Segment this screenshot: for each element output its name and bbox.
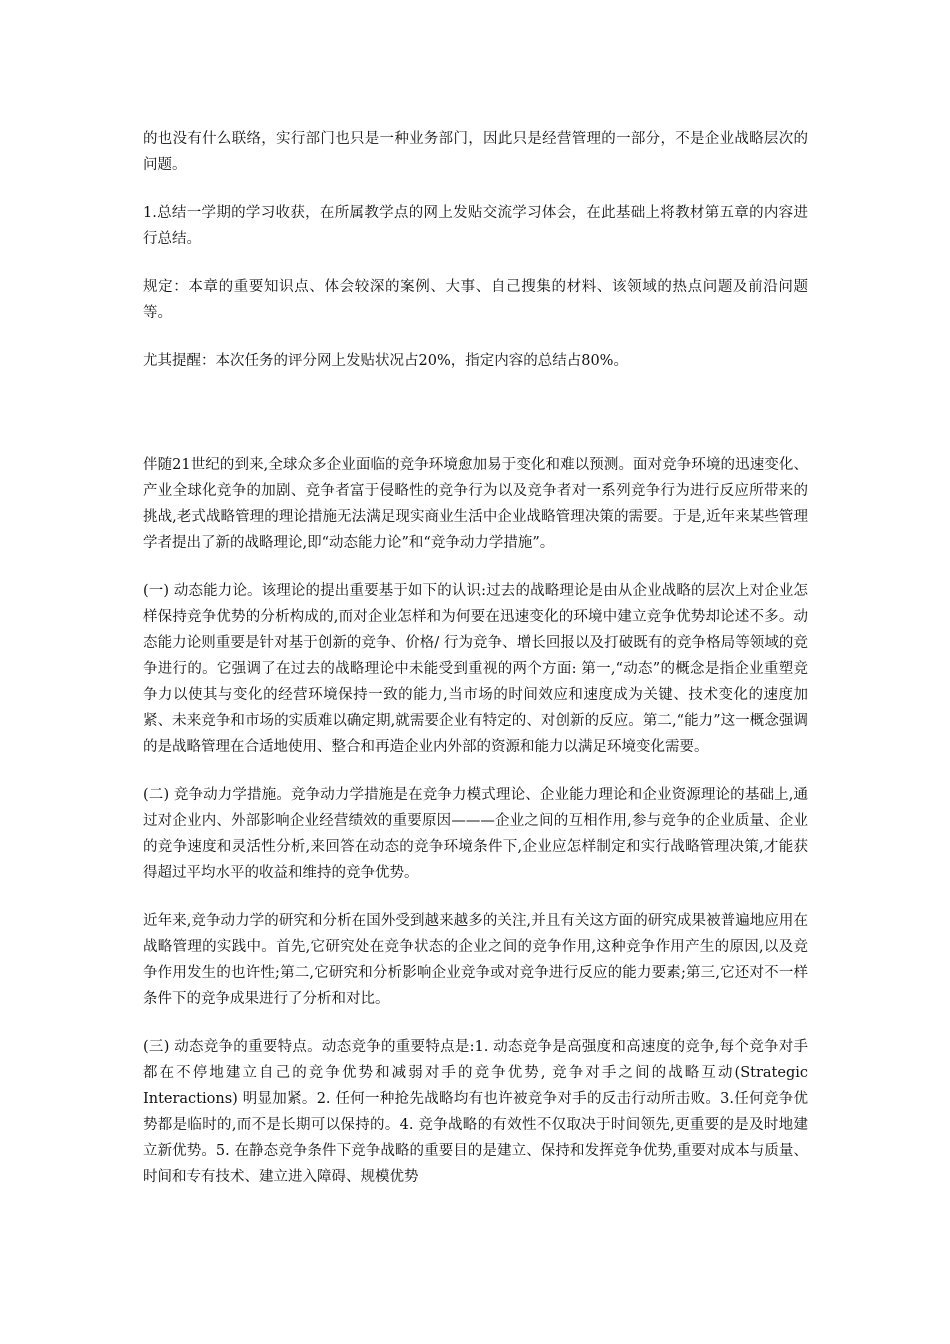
section-gap <box>143 396 808 452</box>
paragraph: 尤其提醒：本次任务的评分网上发贴状况占20%，指定内容的总结占80%。 <box>143 353 628 369</box>
document-body <box>143 126 808 1212</box>
paragraph: 规定：本章的重要知识点、体会较深的案例、大事、自己搜集的材料、该领域的热点问题及前沿问题等。 <box>143 279 808 321</box>
paragraph: (三) 动态竞争的重要特点。动态竞争的重要特点是:1. 动态竞争是高强度和高速度的竞争,每个竞争对手都在不停地建立自己的竞争优势和减弱对手的竞争优势, 竞争对手之间的战略互动(Strategic Interactions) 明显加紧。2. 任何一种抢先战略均有也许被竞争对手的反击行动所击败。3.任何竞争优势都是临时的,而不是长期可以保持的。4. 竞争战略的有效性不仅取决于时间领先,更重要的是及时地建立新优势。5. 在静态竞争条件下竞争战略的重要目的是建立、保持和发挥竞争优势,重要对成本与质量、时间和专有技术、建立进入障碍、规模优势 <box>143 1039 808 1185</box>
paragraph: 1.总结一学期的学习收获，在所属教学点的网上发贴交流学习体会，在此基础上将教材第五章的内容进行总结。 <box>143 205 808 247</box>
paragraph: (一) 动态能力论。该理论的提出重要基于如下的认识:过去的战略理论是由从企业战略的层次上对企业怎样保持竞争优势的分析构成的,而对企业怎样和为何要在迅速变化的环境中建立竞争优势却论述不多。动态能力论则重要是针对基于创新的竞争、价格/ 行为竞争、增长回报以及打破既有的竞争格局等领域的竞争进行的。它强调了在过去的战略理论中未能受到重视的两个方面: 第一,“动态”的概念是指企业重塑竞争力以使其与变化的经营环境保持一致的能力,当市场的时间效应和速度成为关键、技术变化的速度加紧、未来竞争和市场的实质难以确定期,就需要企业有特定的、对创新的反应。第二,“能力”这一概念强调的是战略管理在合适地使用、整合和再造企业内外部的资源和能力以满足环境变化需要。 <box>143 583 808 755</box>
paragraph: 近年来,竞争动力学的研究和分析在国外受到越来越多的关注,并且有关这方面的研究成果被普遍地应用在战略管理的实践中。首先,它研究处在竞争状态的企业之间的竞争作用,这种竞争作用产生的原因,以及竞争作用发生的也许性;第二,它研究和分析影响企业竞争或对竞争进行反应的能力要素;第三,它还对不一样条件下的竞争成果进行了分析和对比。 <box>143 913 808 1007</box>
paragraph: (二) 竞争动力学措施。竞争动力学措施是在竞争力模式理论、企业能力理论和企业资源理论的基础上,通过对企业内、外部影响企业经营绩效的重要原因———企业之间的互相作用,参与竞争的企业质量、企业的竞争速度和灵活性分析,来回答在动态的竞争环境条件下,企业应怎样制定和实行战略管理决策,才能获得超过平均水平的收益和维持的竞争优势。 <box>143 787 808 881</box>
paragraph: 伴随21世纪的到来,全球众多企业面临的竞争环境愈加易于变化和难以预测。面对竞争环境的迅速变化、产业全球化竞争的加剧、竞争者富于侵略性的竞争行为以及竞争者对一系列竞争行为进行反应所带来的挑战,老式战略管理的理论措施无法满足现实商业生活中企业战略管理决策的需要。于是,近年来某些管理学者提出了新的战略理论,即“动态能力论”和“竞争动力学措施”。 <box>143 457 808 551</box>
paragraph: 的也没有什么联络，实行部门也只是一种业务部门，因此只是经营管理的一部分，不是企业战略层次的问题。 <box>143 131 808 173</box>
